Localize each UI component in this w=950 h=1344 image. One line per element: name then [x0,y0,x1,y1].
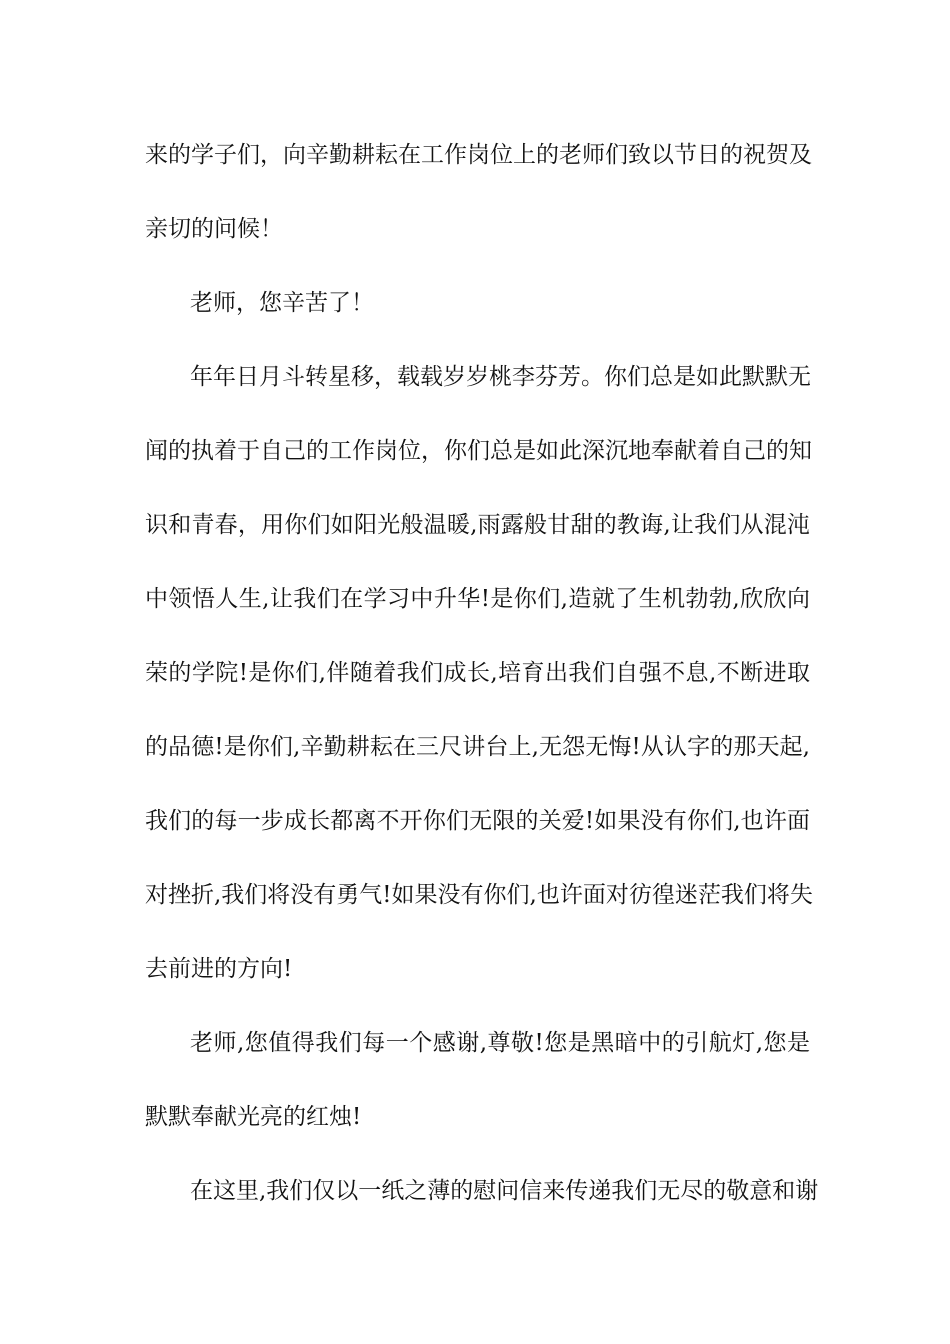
text-line: 荣的学院!是你们,伴随着我们成长,培育出我们自强不息,不断进取 [145,660,810,686]
text-line: 老师,您值得我们每一个感谢,尊敬!您是黑暗中的引航灯,您是 [190,1030,810,1056]
text-line: 中领悟人生,让我们在学习中升华!是你们,造就了生机勃勃,欣欣向 [145,586,810,612]
text-line: 老师，您辛苦了！ [190,290,374,316]
text-line: 来的学子们，向辛勤耕耘在工作岗位上的老师们致以节日的祝贺及 [145,142,812,168]
text-line: 对挫折,我们将没有勇气!如果没有你们,也许面对彷徨迷茫我们将失 [145,882,813,908]
text-line: 默默奉献光亮的红烛! [145,1104,362,1130]
text-line: 在这里,我们仅以一纸之薄的慰问信来传递我们无尽的敬意和谢 [190,1178,819,1204]
text-line: 去前进的方向! [145,956,293,982]
text-line: 亲切的问候！ [145,216,283,242]
text-line: 年年日月斗转星移，载载岁岁桃李芬芳。你们总是如此默默无 [190,364,811,390]
text-line: 识和青春，用你们如阳光般温暖,雨露般甘甜的教诲,让我们从混沌 [145,512,810,538]
text-line: 的品德!是你们,辛勤耕耘在三尺讲台上,无怨无悔!从认字的那天起, [145,734,810,760]
text-line: 我们的每一步成长都离不开你们无限的关爱!如果没有你们,也许面 [145,808,810,834]
text-line: 闻的执着于自己的工作岗位，你们总是如此深沉地奉献着自己的知 [145,438,812,464]
